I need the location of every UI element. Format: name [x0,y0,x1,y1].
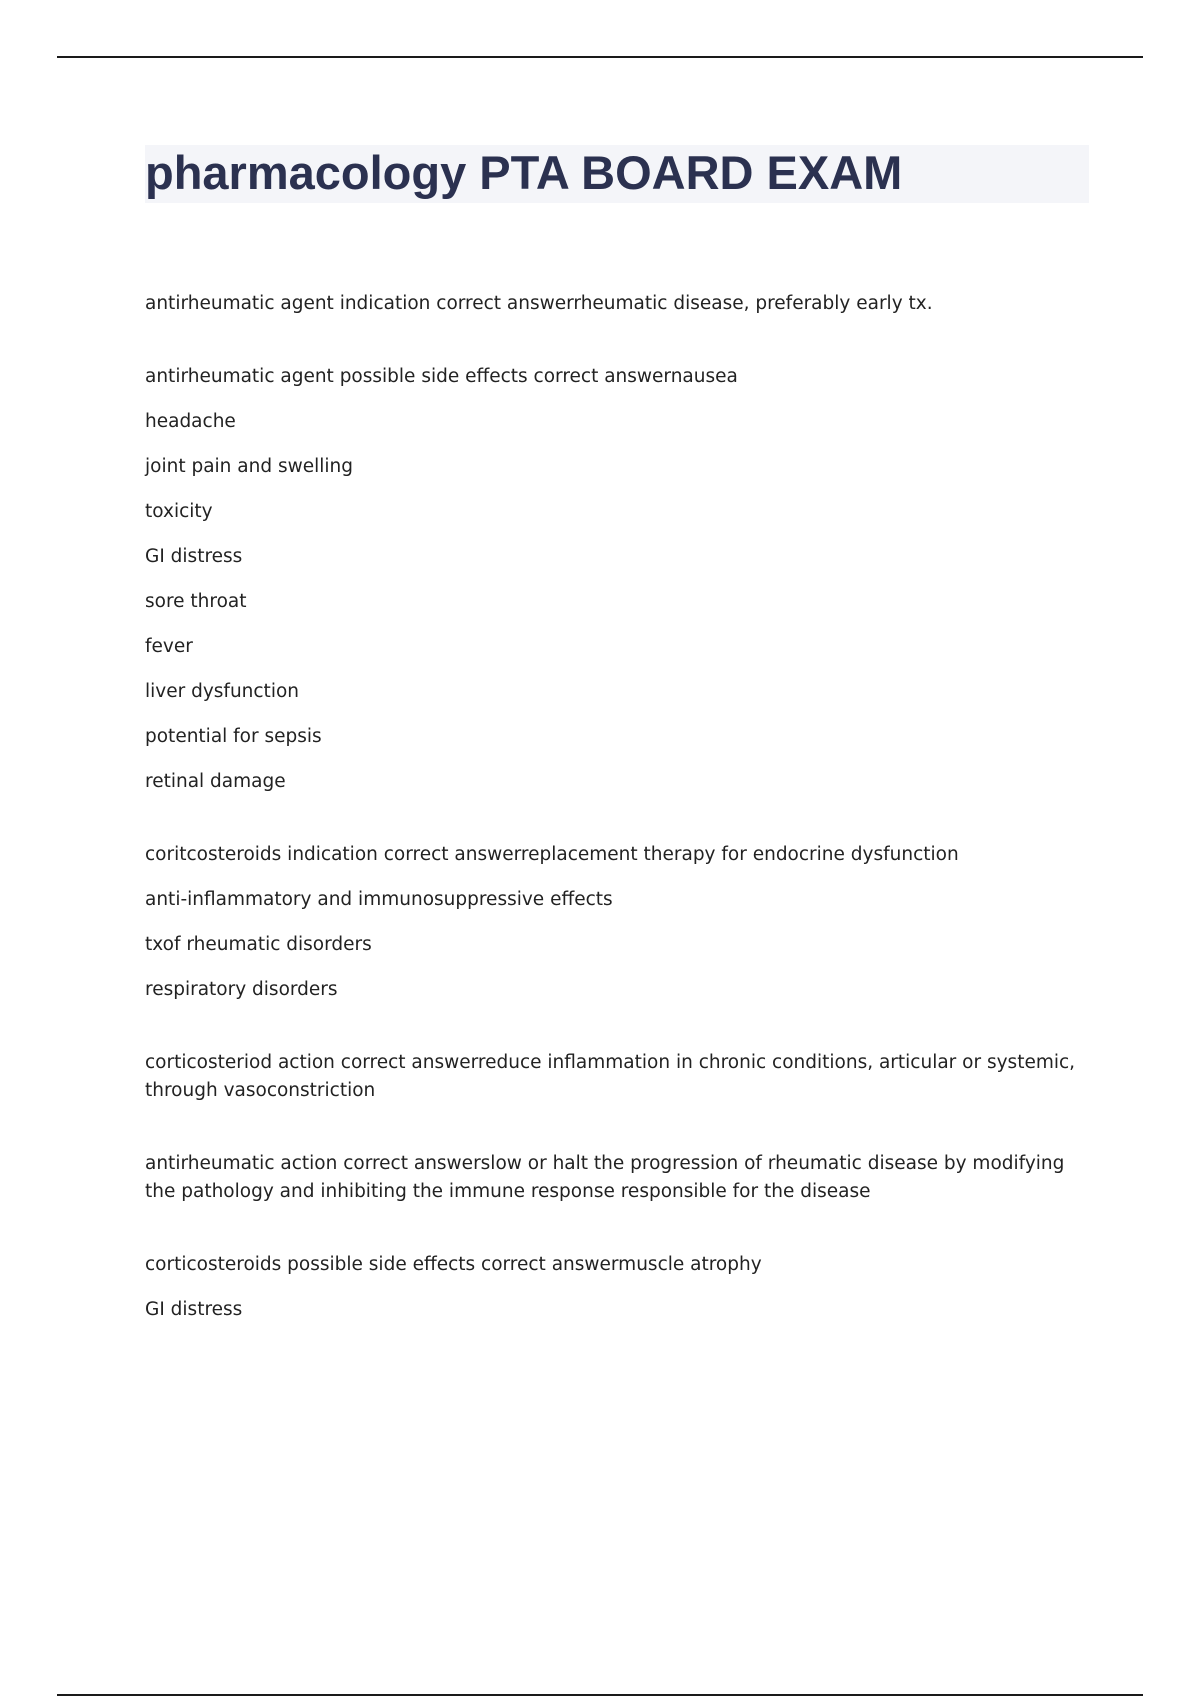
entry-line: headache [145,411,236,432]
entry-line: retinal damage [145,771,286,792]
entry-line: fever [145,636,193,657]
qa-entry [145,841,1085,1004]
qa-entry [145,1049,1085,1105]
qa-entry [145,363,1085,796]
entry-line: joint pain and swelling [145,456,354,477]
entry-line: GI distress [145,546,243,567]
entry-line: toxicity [145,501,213,522]
footer-rule [57,1694,1143,1696]
qa-entry [145,1251,1085,1324]
entry-line: coritcosteroids indication correct answerreplacement therapy for endocrine dysfunction [145,844,959,865]
entry-line: antirheumatic agent indication correct answerrheumatic disease, preferably early tx. [145,293,933,314]
qa-entry [145,290,1085,318]
entry-line: sore throat [145,591,247,612]
page-title: pharmacology PTA BOARD EXAM [145,146,903,199]
entry-line: corticosteroids possible side effects correct answermuscle atrophy [145,1254,762,1275]
entry-line: antirheumatic action correct answerslow or halt the progression of rheumatic disease by modifying the pathology and inhibiting the immune response responsible for the disease [145,1153,1065,1202]
document-body [145,290,1085,1369]
entry-line: anti-inflammatory and immunosuppressive effects [145,889,613,910]
header-rule [57,56,1143,58]
entry-line: respiratory disorders [145,979,338,1000]
entry-line: antirheumatic agent possible side effects correct answernausea [145,366,738,387]
qa-entry [145,1150,1085,1206]
entry-line: liver dysfunction [145,681,299,702]
entry-line: txof rheumatic disorders [145,934,372,955]
entry-line: corticosteriod action correct answerreduce inflammation in chronic conditions, articular or systemic, through vasoconstriction [145,1052,1076,1101]
entry-line: GI distress [145,1299,243,1320]
entry-line: potential for sepsis [145,726,322,747]
